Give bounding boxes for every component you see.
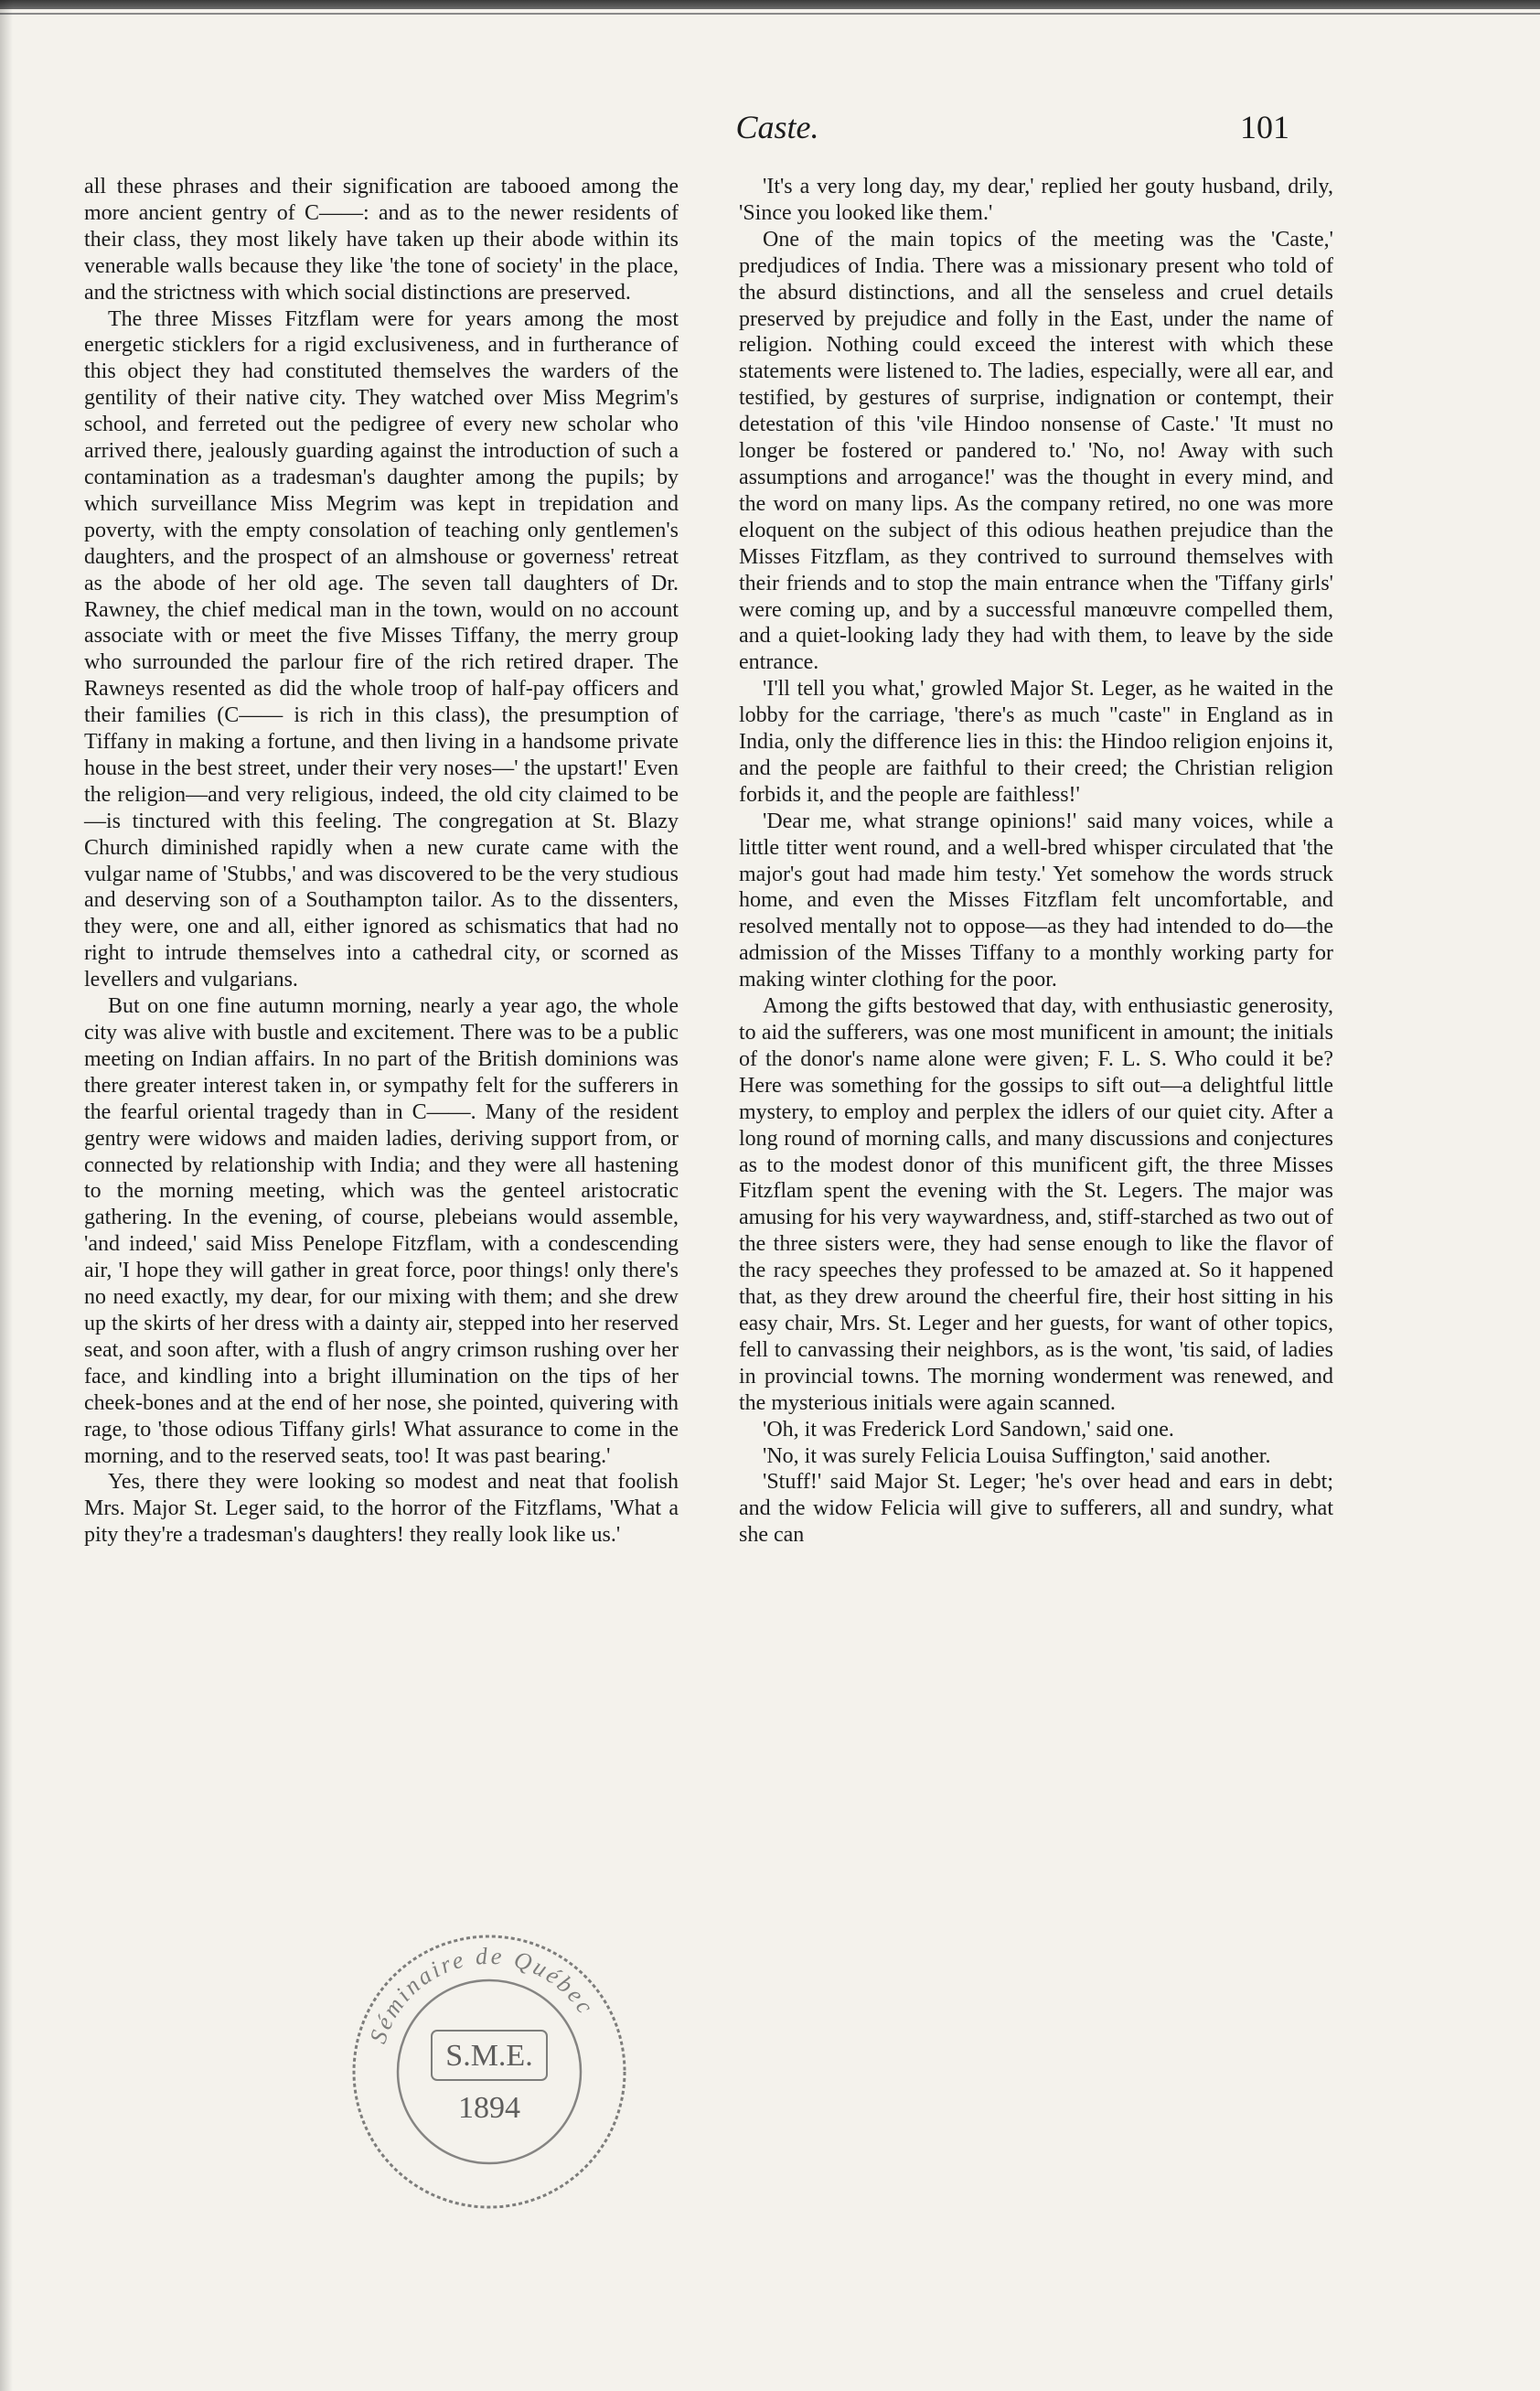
paragraph: The three Misses Fitzflam were for years among the most energetic sticklers for a rigid exclusiveness, and in furtherance of this object they had constituted themselves the warders of the gentility of their native city. They watched over Miss Megrim's school, and ferreted out the pedigree of every new scholar who arrived there, jealously guarding against the introduction of such a contamination as a tradesman's daughter among the pupils; by which surveillance Miss Megrim was kept in trepidation and poverty, with the empty consolation of teaching only gentlemen's daughters, and the prospect of an almshouse or governess' retreat as the abode of her old age. The seven tall daughters of Dr. Rawney, the chief medical man in the town, would on no account associate with or meet the five Misses Tiffany, the merry group who surrounded the parlour fire of the rich retired draper. The Rawneys resented as did the whole troop of half-pay officers and their families (C—— is rich in this class), the presumption of Tiffany in making a fortune, and then living in a handsome private house in the best street, under their very noses—' the upstart!' Even the religion—and very religious, indeed, the old city claimed to be—is tinctured with this feeling. The congregation at St. Blazy Church diminished rapidly when a new curate came with the vulgar name of 'Stubbs,' and was discovered to be the very studious and deserving son of a Southampton tailor. As to the dissenters, they were, one and all, either ignored as schismatics that had no right to intrude themselves into a cathedral city, or scorned as levellers and vulgarians. (84, 306, 679, 992)
top-border (0, 0, 1540, 9)
library-stamp (348, 1930, 631, 2214)
paragraph: One of the main topics of the meeting was the 'Caste,' predjudices of India. There was a missionary present who told of the absurd distinctions, and all the senseless and cruel details preserved by prejudice and folly in the East, under the name of religion. Nothing could exceed the interest with which these statements were listened to. The ladies, especially, were all ear, and testified, by gestures of surprise, indignation or contempt, their detestation of this 'vile Hindoo nonsense of Caste.' 'It must no longer be fostered or pandered to.' 'No, no! Away with such assumptions and arrogance!' was the thought in every mind, and the word on many lips. As the company retired, no one was more eloquent on the subject of this odious heathen prejudice than the Misses Fitzflam, as they contrived to surround themselves with their friends and to stop the main entrance when the 'Tiffany girls' were coming up, and by a successful manœuvre compelled them, and a quiet-looking lady they had with them, to leave by the side entrance. (739, 227, 1333, 675)
left-column (84, 174, 679, 1549)
paragraph: 'No, it was surely Felicia Louisa Suffington,' said another. (763, 1443, 1271, 1468)
right-column (739, 174, 1333, 1549)
paragraph: But on one fine autumn morning, nearly a year ago, the whole city was alive with bustle and excitement. There was to be a public meeting on Indian affairs. In no part of the British dominions was there greater interest taken in, or sympathy felt for the sufferers in the fearful oriental tragedy than in C——. Many of the resident gentry were widows and maiden ladies, deriving support from, or connected by relationship with India; and they were all hastening to the morning meeting, which was the genteel aristocratic gathering. In the evening, of course, plebeians would assemble, 'and indeed,' said Miss Penelope Fitzflam, with a condescending air, 'I hope they will gather in great force, poor things! only there's no need exactly, my dear, for our mixing with them; and she drew up the skirts of her dress with a dainty air, stepped into her reserved seat, and soon after, with a flush of angry crimson rushing over her face, and kindling into a bright illumination on the tips of her cheek-bones and at the end of her nose, she pointed, quivering with rage, to 'those odious Tiffany girls! What assurance to come in the morning, and to the reserved seats, too! It was past bearing.' (84, 994, 679, 1468)
paragraph: 'Dear me, what strange opinions!' said many voices, while a little titter went round, and a well-bred whisper circulated that 'the major's gout had made him testy.' Yet somehow the words struck home, and even the Misses Fitzflam felt uncomfortable, and resolved mentally not to oppose—as they had intended to do—the admission of the Misses Tiffany to a monthly working party for making winter clothing for the poor. (739, 809, 1333, 992)
stamp-year: 1894 (458, 2091, 520, 2125)
top-border-thin (0, 13, 1540, 15)
paragraph: all these phrases and their signification are tabooed among the more ancient gentry of C——: and as to the newer residents of their class, they most likely have taken up their abode within its venerable walls because they like 'the tone of society' in the place, and the strictness with which social distinctions are preserved. (84, 175, 679, 305)
paragraph: Yes, there they were looking so modest and neat that foolish Mrs. Major St. Leger said, to the horror of the Fitzflams, 'What a pity they're a tradesman's daughters! they really look like us.' (84, 1470, 679, 1548)
paragraph: 'I'll tell you what,' growled Major St. Leger, as he waited in the lobby for the carriage, 'there's as much "caste" in England as in India, only the difference lies in this: the Hindoo religion enjoins it, and the people are faithful to their creed; the Christian religion forbids it, and the people are faithless!' (739, 677, 1333, 807)
stamp-ring-text: Séminaire de Québec (364, 1942, 601, 2047)
running-title: Caste. (735, 109, 819, 145)
stamp-label: S.M.E. (445, 2039, 533, 2073)
paragraph: 'Oh, it was Frederick Lord Sandown,' said one. (763, 1417, 1174, 1442)
page-edge-shadow (0, 0, 13, 2391)
paragraph: 'Stuff!' said Major St. Leger; 'he's over head and ears in debt; and the widow Felicia will give to sufferers, all and sundry, what she can (739, 1470, 1333, 1548)
paragraph: Among the gifts bestowed that day, with enthusiastic generosity, to aid the sufferers, was one most munificent in amount; the initials of the donor's name alone were given; F. L. S. Who could it be? Here was something for the gossips to sift out—a delightful little mystery, to employ and perplex the idlers of our quiet city. After a long round of morning calls, and many discussions and conjectures as to the modest donor of this munificent gift, the three Misses Fitzflam spent the evening with the St. Legers. The major was amusing for his very waywardness, and, stiff-starched as two out of the three sisters were, they had sense enough to like the flavor of the racy speeches they professed to be amazed at. So it happened that, as they drew around the cheerful fire, their host sitting in his easy chair, Mrs. St. Leger and her guests, for want of other topics, fell to canvassing their neighbors, as is the wont, 'tis said, of ladies in provincial towns. The morning wonderment was renewed, and the mysterious initials were again scanned. (739, 994, 1333, 1415)
paragraph: 'It's a very long day, my dear,' replied her gouty husband, drily, 'Since you looked like them.' (739, 175, 1333, 225)
page-number: 101 (1240, 109, 1289, 145)
